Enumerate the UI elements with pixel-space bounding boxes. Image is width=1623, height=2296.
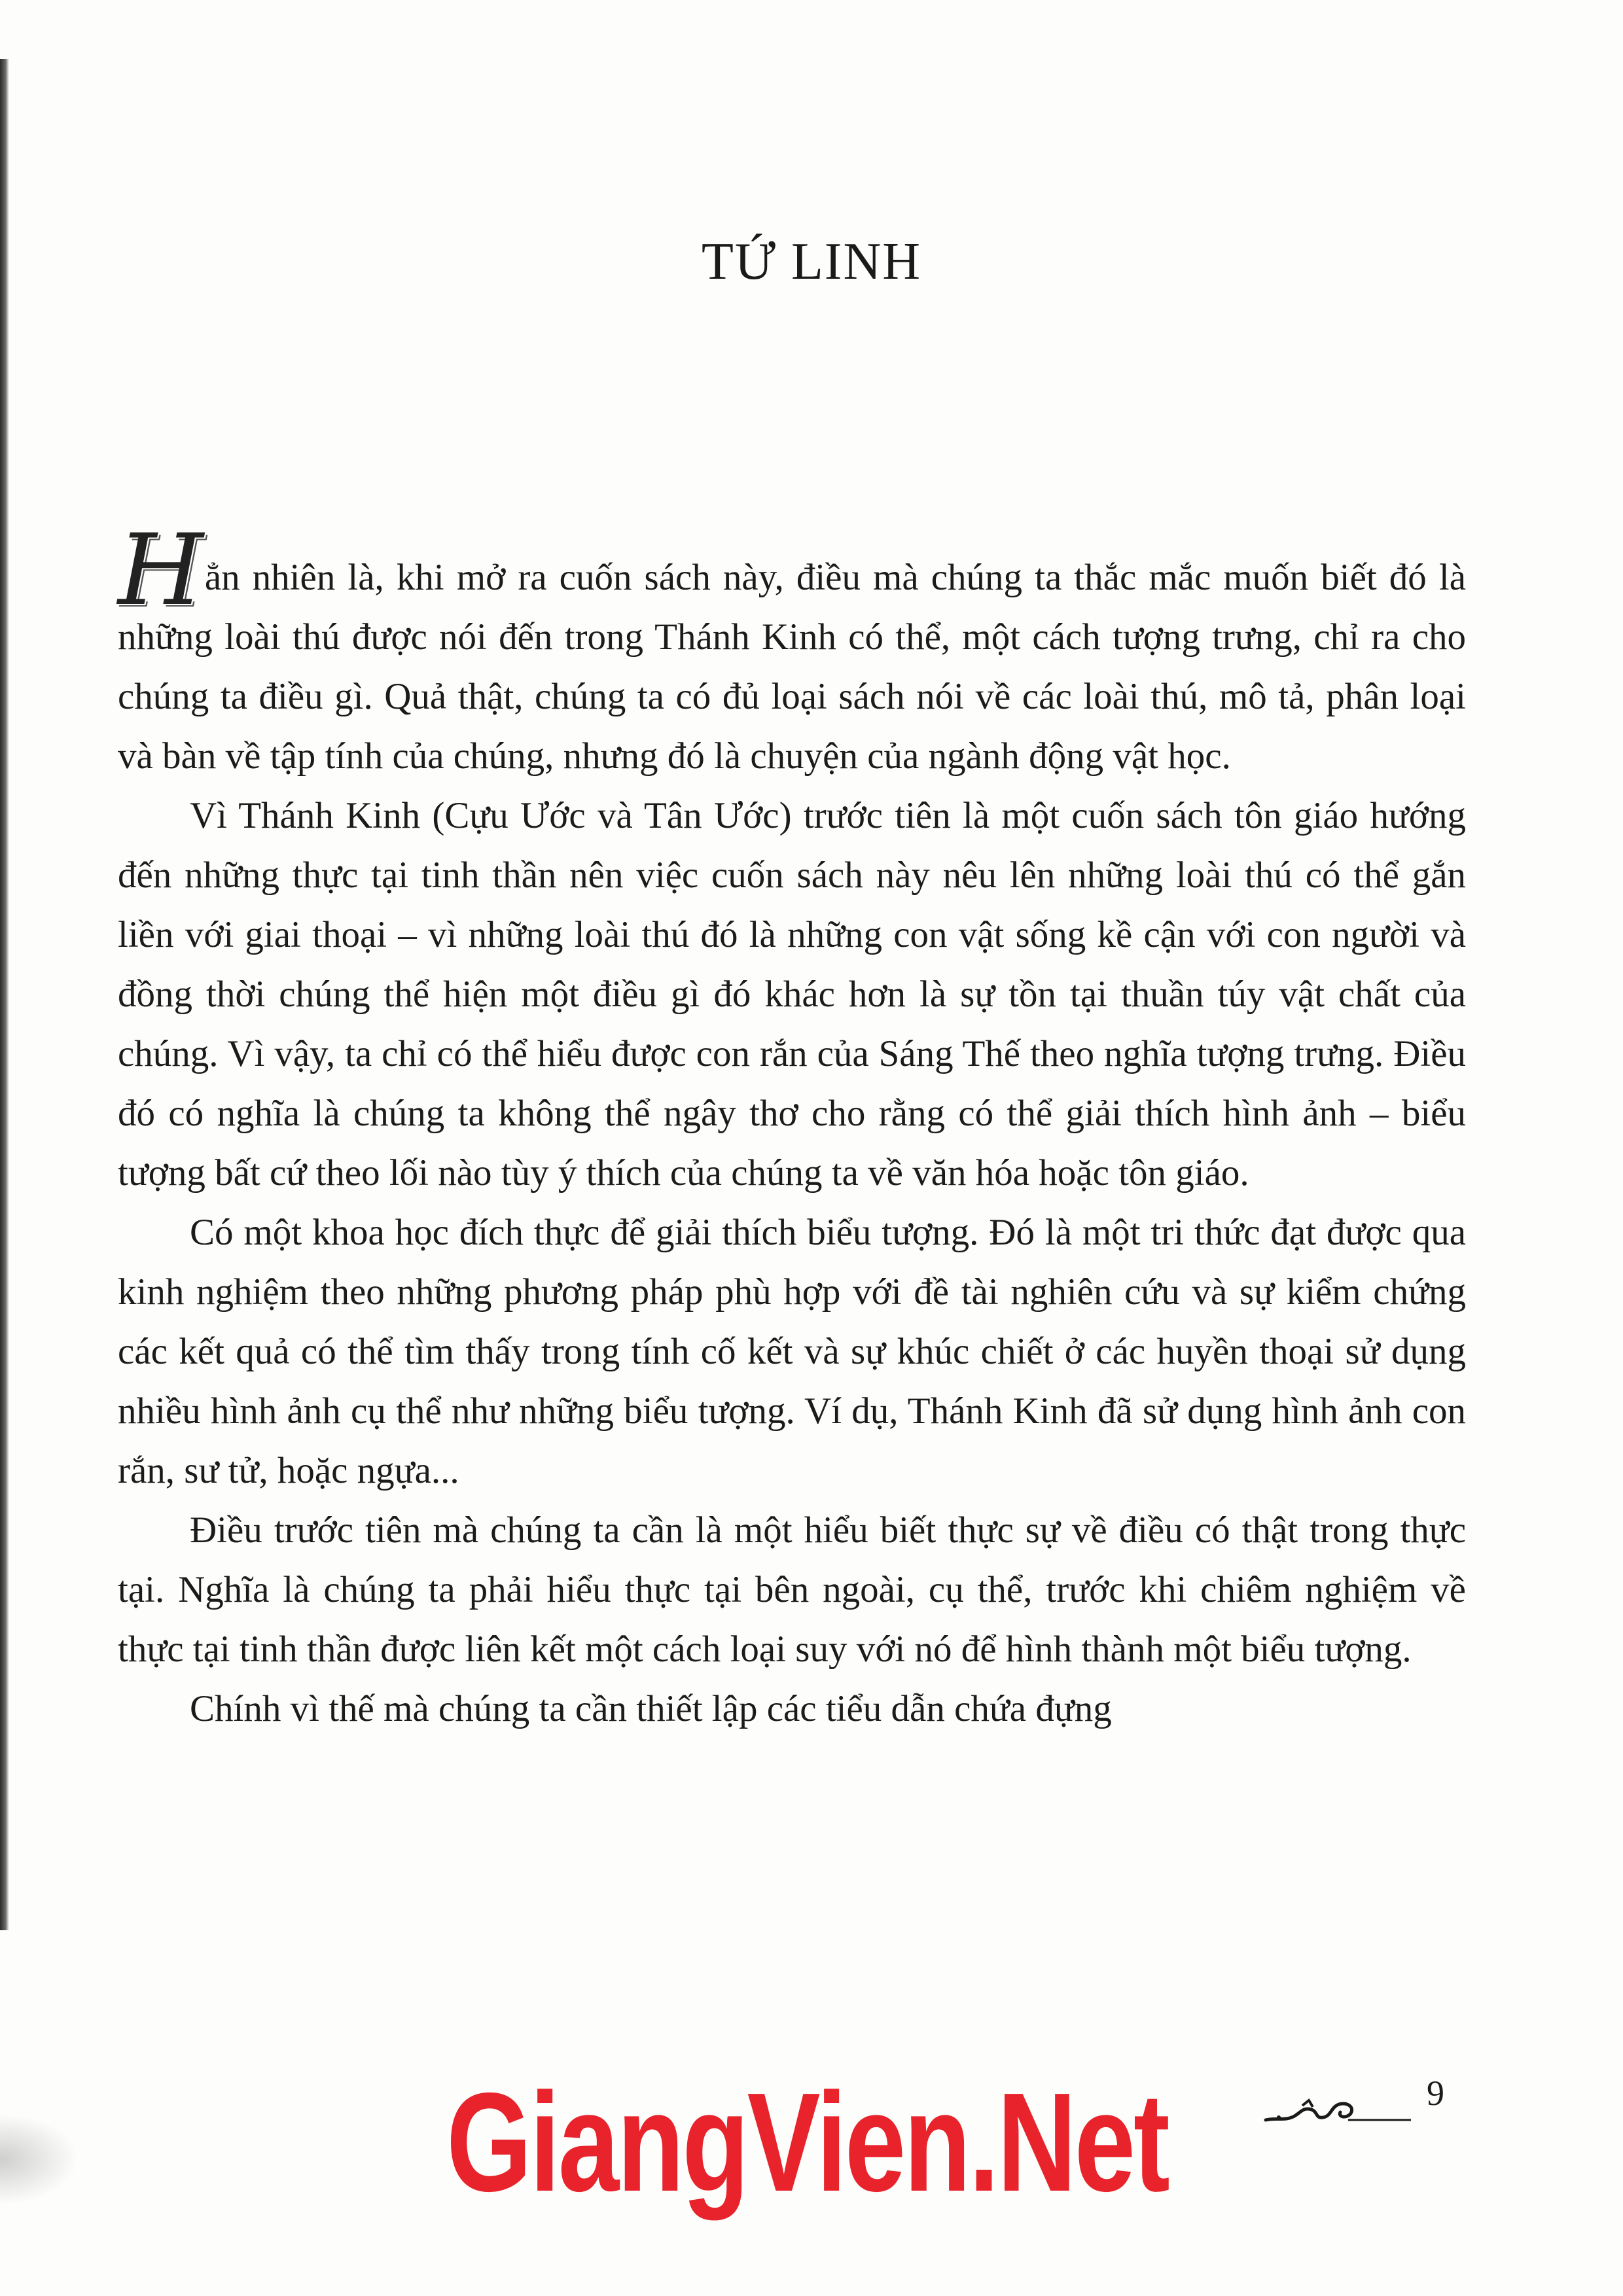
page-edge-smudge — [0, 2113, 79, 2205]
paragraph-3: Có một khoa học đích thực để giải thích biểu tượng. Đó là một tri thức đạt được qua kinh nghiệm theo những phương pháp phù hợp với đề tài nghiên cứu và sự kiểm chứng các kết quả có thể tìm thấy trong tính cố kết và sự khúc chiết ở các huyền thoại sử dụng nhiều hình ảnh cụ thể như những biểu tượng. Ví dụ, Thánh Kinh đã sử dụng hình ảnh con rắn, sư tử, hoặc ngựa... — [118, 1212, 1466, 1491]
paragraph-1-text: ẳn nhiên là, khi mở ra cuốn sách này, điều mà chúng ta thắc mắc muốn biết đó là những loài thú được nói đến trong Thánh Kinh có thể, một cách tượng trưng, chỉ ra cho chúng ta điều gì. Quả thật, chúng ta có đủ loại sách nói về các loài thú, mô tả, phân loại và bàn về tập tính của chúng, nhưng đó là chuyện của ngành động vật học. — [118, 557, 1466, 777]
page-edge-shadow — [0, 59, 9, 1930]
chapter-title: TỨ LINH — [702, 233, 921, 291]
paragraph-4: Điều trước tiên mà chúng ta cần là một hiểu biết thực sự về điều có thật trong thực tại. Nghĩa là chúng ta phải hiểu thực tại bên ngoài, cụ thể, trước khi chiêm nghiệm về thực tại tinh thần được liên kết một cách loại suy với nó để hình thành một biểu tượng. — [118, 1510, 1466, 1670]
paragraph-2: Vì Thánh Kinh (Cựu Ước và Tân Ước) trước tiên là một cuốn sách tôn giáo hướng đến những thực tại tinh thần nên việc cuốn sách này nêu lên những loài thú có thể gắn liền với giai thoại – vì những loài thú đó là những con vật sống kề cận với con người và đồng thời chúng thể hiện một điều gì đó khác hơn là sự tồn tại thuần túy vật chất của chúng. Vì vậy, ta chỉ có thể hiểu được con rắn của Sáng Thế theo nghĩa tượng trưng. Điều đó có nghĩa là chúng ta không thể ngây thơ cho rằng có thể giải thích hình ảnh – biểu tượng bất cứ theo lối nào tùy ý thích của chúng ta về văn hóa hoặc tôn giáo. — [118, 795, 1466, 1193]
paragraph-5: Chính vì thế mà chúng ta cần thiết lập các tiểu dẫn chứa đựng — [190, 1688, 1112, 1729]
page-number: 9 — [1427, 2074, 1444, 2113]
chapter-body — [118, 514, 1466, 1739]
drop-cap-letter: H — [118, 514, 204, 627]
paragraph-1 — [118, 514, 1466, 786]
watermark-text: GiangVien.Net — [446, 2063, 1168, 2221]
